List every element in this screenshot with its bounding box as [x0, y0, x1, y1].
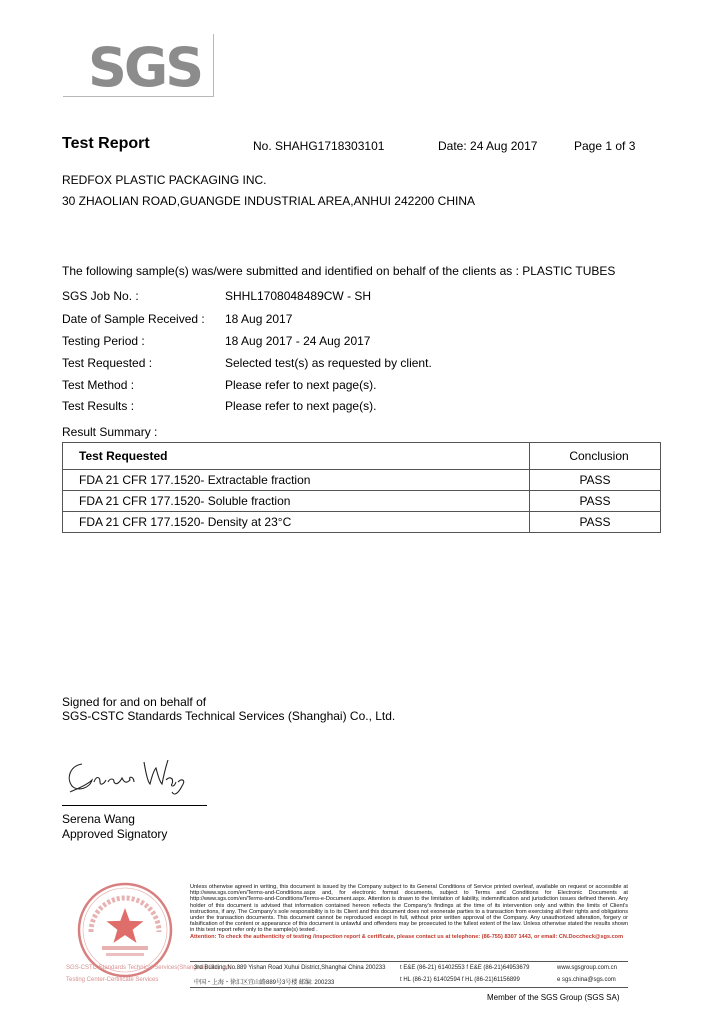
cell-result: PASS [530, 491, 661, 512]
page-indicator: Page 1 of 3 [574, 139, 636, 153]
stamp-caption-1: SGS-CSTC Standards Technical Services(Shanghai) Co., Ltd. [66, 965, 231, 971]
cell-result: PASS [530, 470, 661, 491]
field-value-date-received: 18 Aug 2017 [225, 312, 293, 326]
sgs-group-member-note: Member of the SGS Group (SGS SA) [487, 993, 620, 1002]
table-header-row [63, 443, 661, 470]
field-value-test-method: Please refer to next page(s). [225, 378, 377, 392]
client-address: 30 ZHAOLIAN ROAD,GUANGDE INDUSTRIAL AREA,ANHUI 242200 CHINA [62, 194, 476, 208]
disclaimer-body: Unless otherwise agreed in writing, this document is issued by the Company subject to its General Conditions of Service printed overleaf, available on request or accessible at http://www.sgs.com/en/Terms-and-Conditions.aspx and, for electronic format documents, subject to Terms and Conditions for Electronic Documents at http://www.sgs.com/en/Terms-and-Conditions/Terms-e-Document.aspx. Attention is drawn to the limitation of liability, indemnification and jurisdiction issues defined therein. Any holder of this document is advised that information contained hereon reflects the Company's findings at the time of its intervention only and within the limits of Client's instructions, if any. The Company's sole responsibility is to its Client and this document does not exonerate parties to a transaction from exercising all their rights and obligations under the transaction documents. This document cannot be reproduced except in full, without prior written approval of the Company. Any unauthorized alteration, forgery or falsification of the content or appearance of this document is unlawful and offenders may be prosecuted to the fullest extent of the law. Unless otherwise stated the results shown in this test report refer only to the sample(s) tested . [190, 884, 628, 934]
signatory-name: Serena Wang [62, 812, 135, 826]
sample-intro: The following sample(s) was/were submitted and identified on behalf of the clients as : PLASTIC TUBES [62, 264, 616, 278]
column-header-conclusion: Conclusion [530, 443, 661, 470]
email: e sgs.china@sgs.com [557, 977, 616, 983]
sgs-logo-text: SGS [88, 36, 202, 99]
signature-line [62, 805, 207, 806]
field-value-job-no: SHHL1708048489CW - SH [225, 289, 372, 303]
report-title: Test Report [62, 135, 150, 152]
footer-rule-bottom [190, 987, 628, 988]
result-summary-table [62, 442, 661, 533]
disclaimer-text [190, 884, 628, 940]
field-value-test-requested: Selected test(s) as requested by client. [225, 356, 432, 370]
website: www.sgsgroup.com.cn [557, 965, 618, 971]
signatory-role: Approved Signatory [62, 827, 168, 841]
report-date: Date: 24 Aug 2017 [438, 139, 538, 153]
summary-caption: Result Summary : [62, 425, 158, 439]
client-name: REDFOX PLASTIC PACKAGING INC. [62, 173, 267, 187]
field-label-date-received: Date of Sample Received : [62, 312, 205, 326]
sgs-logo [63, 34, 214, 97]
footer-rule-top [190, 961, 628, 962]
table-row [63, 470, 661, 491]
field-label-test-results: Test Results : [62, 399, 135, 413]
table-row [63, 491, 661, 512]
cell-result: PASS [530, 512, 661, 533]
address-english: 3rd Building,No.889 Yishan Road Xuhui District,Shanghai China 200233 [194, 965, 386, 971]
field-label-test-requested: Test Requested : [62, 356, 153, 370]
field-label-job-no: SGS Job No. : [62, 289, 139, 303]
field-value-testing-period: 18 Aug 2017 - 24 Aug 2017 [225, 334, 371, 348]
cell-test: FDA 21 CFR 177.1520- Extractable fraction [63, 470, 530, 491]
phone-chinese: t HL (86-21) 61402594 f HL (86-21)61156899 [400, 977, 520, 983]
cell-test: FDA 21 CFR 177.1520- Soluble fraction [63, 491, 530, 512]
column-header-test: Test Requested [63, 443, 530, 470]
field-label-testing-period: Testing Period : [62, 334, 145, 348]
address-chinese: 中国・上海・徐汇区宜山路889号3号楼 邮编: 200233 [194, 980, 335, 986]
field-value-test-results: Please refer to next page(s). [225, 399, 377, 413]
handwritten-signature [62, 752, 192, 802]
stamp-caption-2: Testing Center-Certificate Services [66, 977, 159, 983]
authenticity-notice: Attention: To check the authenticity of testing /inspection report & certificate, please contact us at telephone: (86-755) 8307 1443, or email: CN.Doccheck@sgs.com [190, 933, 624, 940]
signed-on-behalf: Signed for and on behalf of [62, 695, 207, 709]
signing-company: SGS-CSTC Standards Technical Services (Shanghai) Co., Ltd. [62, 709, 396, 723]
report-number: No. SHAHG1718303101 [253, 139, 385, 153]
cell-test: FDA 21 CFR 177.1520- Density at 23°C [63, 512, 530, 533]
table-row [63, 512, 661, 533]
phone-english: t E&E (86-21) 61402553 f E&E (86-21)64953679 [400, 965, 530, 971]
field-label-test-method: Test Method : [62, 378, 135, 392]
